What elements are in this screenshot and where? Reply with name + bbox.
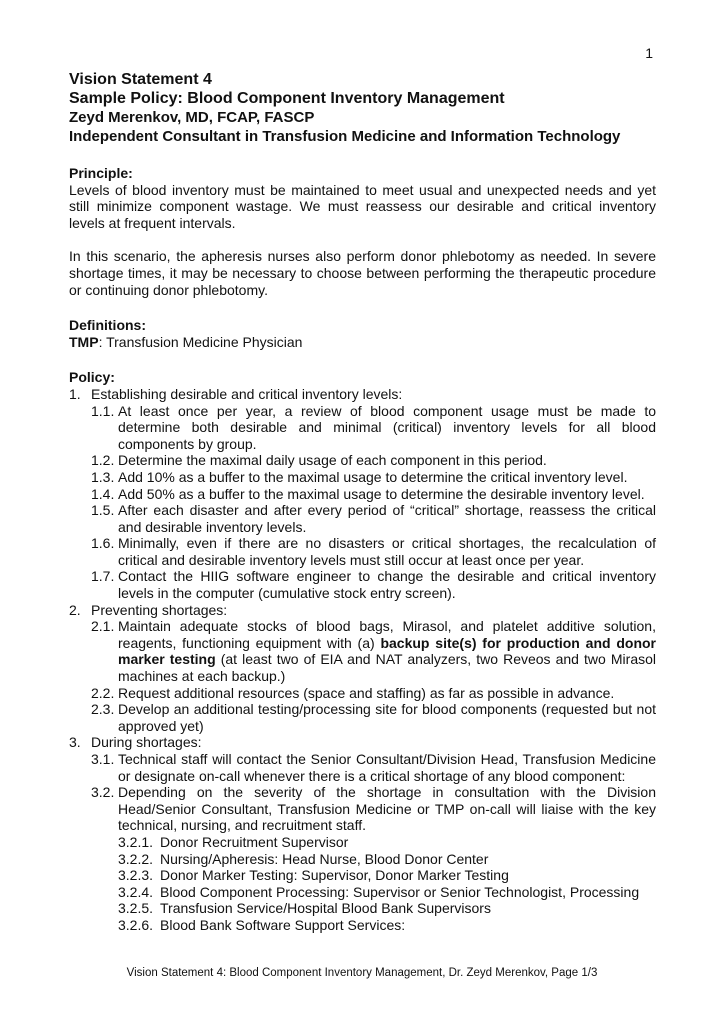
policy-subitem — [91, 568, 656, 601]
definition-item — [69, 334, 656, 351]
subitem-number: 1.5. — [91, 502, 115, 519]
subsubitem-text: Donor Recruitment Supervisor — [160, 833, 349, 850]
subsubitem-number: 3.2.4. — [118, 883, 154, 900]
document-title: Vision Statement 4 — [69, 71, 212, 88]
subitem-text — [118, 618, 656, 684]
author-name: Zeyd Merenkov, MD, FCAP, FASCP — [69, 109, 315, 126]
policy-subsubitem — [118, 917, 656, 934]
subitem-text: Contact the HIIG software engineer to change the desirable and critical inventory levels in the computer (cumulative stock entry screen). — [118, 568, 656, 602]
subitem-text: Technical staff will contact the Senior Consultant/Division Head, Transfusion Medicine or designate on-call whenever there is a critical shortage of any blood component: — [118, 751, 656, 784]
policy-subitem — [91, 701, 656, 734]
subitem-number: 3.1. — [91, 751, 115, 767]
policy-subitem — [91, 403, 656, 453]
subsubitem-number: 3.2.3. — [118, 867, 154, 884]
item-number: 2. — [69, 601, 81, 618]
subsubitem-text: Transfusion Service/Hospital Blood Bank Supervisors — [160, 900, 491, 917]
policy-subitem — [91, 486, 656, 503]
policy-subitem — [91, 784, 656, 834]
principle-paragraph-2: In this scenario, the apheresis nurses also perform donor phlebotomy as needed. In severe shortage times, it may be necessary to choose between performing the therapeutic procedure or continuing donor phlebotomy. — [69, 248, 656, 298]
subitem-text-part: (at least two of EIA and NAT analyzers, two Reveos and two Mirasol machines at each backup.) — [118, 651, 656, 685]
subsubitem-text: Donor Marker Testing: Supervisor, Donor Marker Testing — [160, 867, 509, 884]
policy-title: Sample Policy: Blood Component Inventory Management — [69, 90, 505, 107]
policy-subsubitem-group — [91, 834, 656, 934]
subitem-text: Depending on the severity of the shortage in consultation with the Division Head/Senior Consultant, Transfusion Medicine or TMP on-call will liaise with the key technical, nursing, and recruitment staff. — [118, 784, 656, 834]
subitem-number: 2.2. — [91, 684, 115, 701]
subitem-number: 2.3. — [91, 701, 115, 718]
definition-text: : Transfusion Medicine Physician — [98, 333, 303, 350]
policy-subitem — [91, 751, 656, 784]
subitem-text: Add 10% as a buffer to the maximal usage to determine the critical inventory level. — [118, 468, 628, 485]
subitem-text: At least once per year, a review of blood component usage must be made to determine both desirable and minimal (critical) inventory levels for all blood components by group. — [118, 402, 656, 452]
policy-subitem — [91, 452, 656, 469]
subitem-text: Develop an additional testing/processing site for blood components (requested but not approved yet) — [118, 701, 656, 734]
page-number: 1 — [645, 45, 653, 61]
item-number: 1. — [69, 385, 81, 402]
item-text: Establishing desirable and critical inventory levels: — [91, 385, 403, 402]
subitem-text-part: Maintain adequate stocks of blood bags, Mirasol, and platelet additive solution, reagents, functioning equipment with (a) — [118, 618, 656, 651]
policy-subitem — [91, 502, 656, 535]
policy-subitem — [91, 469, 656, 486]
subsubitem-text: Blood Component Processing: Supervisor or Senior Technologist, Processing — [160, 883, 640, 900]
item-text: Preventing shortages: — [91, 601, 228, 618]
item-text: During shortages: — [91, 734, 202, 751]
subsubitem-number: 3.2.1. — [118, 833, 154, 850]
subsubitem-text: Nursing/Apheresis: Head Nurse, Blood Donor Center — [160, 850, 489, 867]
definition-term: TMP — [69, 333, 99, 350]
policy-item — [69, 734, 656, 751]
subitem-bold-text: backup site(s) for production and donor marker testing — [118, 634, 656, 668]
principle-heading: Principle: — [69, 165, 133, 181]
policy-subitem — [91, 685, 656, 702]
policy-subitem — [91, 618, 656, 684]
policy-subsubitem — [118, 834, 656, 851]
subitem-text: Minimally, even if there are no disasters or critical shortages, the recalculation of critical and desirable inventory levels must still occur at least once per year. — [118, 535, 656, 568]
subitem-number: 3.2. — [91, 784, 115, 801]
subsubitem-text: Blood Bank Software Support Services: — [160, 916, 406, 933]
policy-subsubitem — [118, 900, 656, 917]
document-body — [69, 70, 656, 934]
policy-item — [69, 386, 656, 403]
policy-heading: Policy: — [69, 369, 115, 386]
subitem-text: Add 50% as a buffer to the maximal usage to determine the desirable inventory level. — [118, 485, 645, 502]
policy-subsubitem — [118, 884, 656, 901]
subitem-number: 2.1. — [91, 618, 115, 635]
definitions-heading: Definitions: — [69, 317, 146, 334]
subitem-number: 1.1. — [91, 402, 115, 419]
subitem-number: 1.4. — [91, 485, 115, 502]
subsubitem-number: 3.2.2. — [118, 850, 154, 867]
subitem-number: 1.7. — [91, 568, 115, 585]
principle-paragraph-1: Levels of blood inventory must be maintained to meet usual and unexpected needs and yet still minimize component wastage. We must reassess our desirable and critical inventory levels at frequent intervals. — [69, 181, 656, 231]
subsubitem-number: 3.2.6. — [118, 916, 154, 933]
subitem-text: Request additional resources (space and staffing) as far as possible in advance. — [118, 684, 615, 701]
page-footer: Vision Statement 4: Blood Component Inventory Management, Dr. Zeyd Merenkov, Page 1/3 — [126, 967, 598, 979]
subsubitem-number: 3.2.5. — [118, 900, 154, 917]
policy-item — [69, 602, 656, 619]
subitem-text: Determine the maximal daily usage of each component in this period. — [118, 452, 547, 469]
item-number: 3. — [69, 734, 81, 751]
subitem-text: After each disaster and after every period of “critical” shortage, reassess the critical and desirable inventory levels. — [118, 502, 656, 535]
subitem-number: 1.6. — [91, 535, 115, 552]
subitem-number: 1.3. — [91, 468, 115, 485]
policy-subsubitem — [118, 851, 656, 868]
author-affiliation: Independent Consultant in Transfusion Medicine and Information Technology — [69, 128, 621, 145]
subitem-number: 1.2. — [91, 452, 115, 469]
policy-subitem — [91, 535, 656, 568]
policy-subsubitem — [118, 867, 656, 884]
document-header — [69, 70, 656, 146]
